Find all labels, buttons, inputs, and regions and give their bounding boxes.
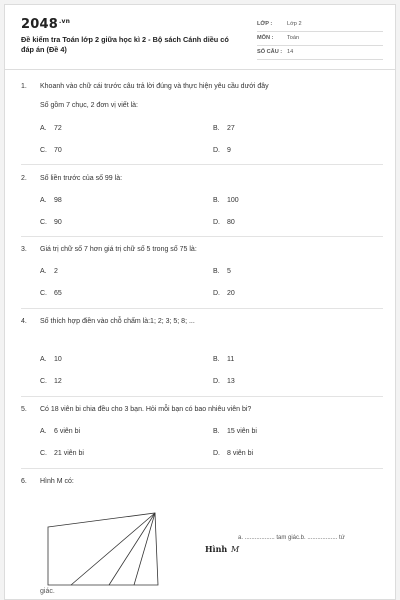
option-text: 8 viên bi	[227, 450, 254, 457]
option-text: 2	[54, 268, 58, 275]
fill-blank-line1: a. .................. tam giác.b. .................. tứ	[238, 535, 345, 541]
option-letter: D.	[213, 147, 220, 154]
question-number: 5.	[21, 406, 27, 413]
divider	[21, 396, 383, 397]
fill-blank-line2: giác.	[40, 588, 55, 595]
option-2b[interactable]	[213, 197, 239, 204]
option-3a[interactable]	[40, 268, 58, 275]
question-number: 1.	[21, 83, 27, 90]
divider	[21, 308, 383, 309]
question-text: Giá trị chữ số 7 hơn giá trị chữ số 5 trong số 75 là:	[40, 246, 197, 253]
figure-segment	[109, 513, 155, 585]
option-text: 80	[227, 219, 235, 226]
option-text: 90	[54, 219, 62, 226]
option-text: 21 viên bi	[54, 450, 84, 457]
logo-text: 2048	[21, 17, 58, 32]
option-text: 11	[227, 356, 235, 363]
option-letter: B.	[213, 356, 220, 363]
option-letter: B.	[213, 197, 220, 204]
option-letter: A.	[40, 268, 47, 275]
option-letter: B.	[213, 268, 220, 275]
option-5c[interactable]	[40, 450, 84, 457]
option-3d[interactable]	[213, 290, 235, 297]
site-logo[interactable]	[21, 17, 70, 32]
option-4a[interactable]	[40, 356, 62, 363]
divider	[21, 164, 383, 165]
option-letter: C.	[40, 290, 47, 297]
question-number: 4.	[21, 318, 27, 325]
figure-label	[205, 544, 239, 554]
figure-segment	[134, 513, 155, 585]
option-letter: C.	[40, 450, 47, 457]
option-text: 12	[54, 378, 62, 385]
option-4b[interactable]	[213, 356, 234, 363]
option-5d[interactable]	[213, 450, 253, 457]
option-letter: A.	[40, 125, 47, 132]
option-letter: B.	[213, 125, 220, 132]
document-title: Đề kiểm tra Toán lớp 2 giữa học kì 2 - Bộ sách Cánh diều có đáp án (Đề 4)	[21, 35, 229, 54]
option-text: 15 viên bi	[227, 428, 257, 435]
option-text: 20	[227, 290, 235, 297]
option-letter: A.	[40, 356, 47, 363]
option-5b[interactable]	[213, 428, 257, 435]
option-letter: D.	[213, 290, 220, 297]
question-text: Hình M có:	[40, 478, 74, 485]
meta-count-label: SỐ CÂU :	[257, 49, 283, 55]
option-text: 13	[227, 378, 235, 385]
option-letter: C.	[40, 378, 47, 385]
quadrilateral-figure	[45, 510, 165, 588]
option-2c[interactable]	[40, 219, 62, 226]
meta-class-value: Lớp 2	[287, 21, 302, 27]
question-number: 6.	[21, 478, 27, 485]
option-4d[interactable]	[213, 378, 235, 385]
question-number: 2.	[21, 175, 27, 182]
figure-label-var: M	[231, 545, 240, 554]
logo-suffix: .vn	[58, 17, 71, 25]
option-text: 5	[227, 268, 231, 275]
option-text: 70	[54, 147, 62, 154]
option-text: 10	[54, 356, 62, 363]
question-subtext: Số gồm 7 chục, 2 đơn vị viết là:	[40, 102, 138, 109]
meta-subject	[257, 33, 383, 46]
worksheet-header	[5, 5, 396, 70]
question-text: Khoanh vào chữ cái trước câu trả lời đúng và thực hiện yêu cầu dưới đây	[40, 83, 269, 90]
option-letter: D.	[213, 219, 220, 226]
option-1c[interactable]	[40, 147, 62, 154]
option-letter: D.	[213, 450, 220, 457]
figure-label-text: Hình	[205, 544, 228, 554]
option-text: 6 viên bi	[54, 428, 81, 435]
option-letter: D.	[213, 378, 220, 385]
option-text: 100	[227, 197, 239, 204]
option-3c[interactable]	[40, 290, 62, 297]
option-letter: A.	[40, 428, 47, 435]
question-text: Có 18 viên bi chia đều cho 3 bạn. Hỏi mỗi bạn có bao nhiêu viên bi?	[40, 406, 252, 413]
option-text: 65	[54, 290, 62, 297]
meta-class	[257, 19, 383, 32]
option-4c[interactable]	[40, 378, 62, 385]
option-1d[interactable]	[213, 147, 231, 154]
figure-outline	[48, 513, 158, 585]
option-letter: C.	[40, 147, 47, 154]
meta-subject-label: MÔN :	[257, 35, 274, 41]
option-letter: C.	[40, 219, 47, 226]
option-1a[interactable]	[40, 125, 62, 132]
meta-subject-value: Toán	[287, 35, 300, 41]
option-letter: A.	[40, 197, 47, 204]
option-2d[interactable]	[213, 219, 235, 226]
option-text: 9	[227, 147, 231, 154]
divider	[21, 236, 383, 237]
option-text: 98	[54, 197, 62, 204]
meta-class-label: LỚP :	[257, 21, 273, 27]
option-text: 72	[54, 125, 62, 132]
divider	[21, 468, 383, 469]
option-2a[interactable]	[40, 197, 62, 204]
figure-segment	[71, 513, 155, 585]
worksheet-page	[4, 4, 396, 600]
question-text: Số liền trước của số 99 là:	[40, 175, 123, 182]
question-text: Số thích hợp điền vào chỗ chấm là:1; 2; 3; 5; 8; ...	[40, 318, 195, 325]
option-5a[interactable]	[40, 428, 80, 435]
meta-count-value: 14	[287, 49, 294, 55]
meta-count	[257, 47, 383, 60]
option-1b[interactable]	[213, 125, 235, 132]
question-number: 3.	[21, 246, 27, 253]
option-3b[interactable]	[213, 268, 231, 275]
option-text: 27	[227, 125, 235, 132]
option-letter: B.	[213, 428, 220, 435]
